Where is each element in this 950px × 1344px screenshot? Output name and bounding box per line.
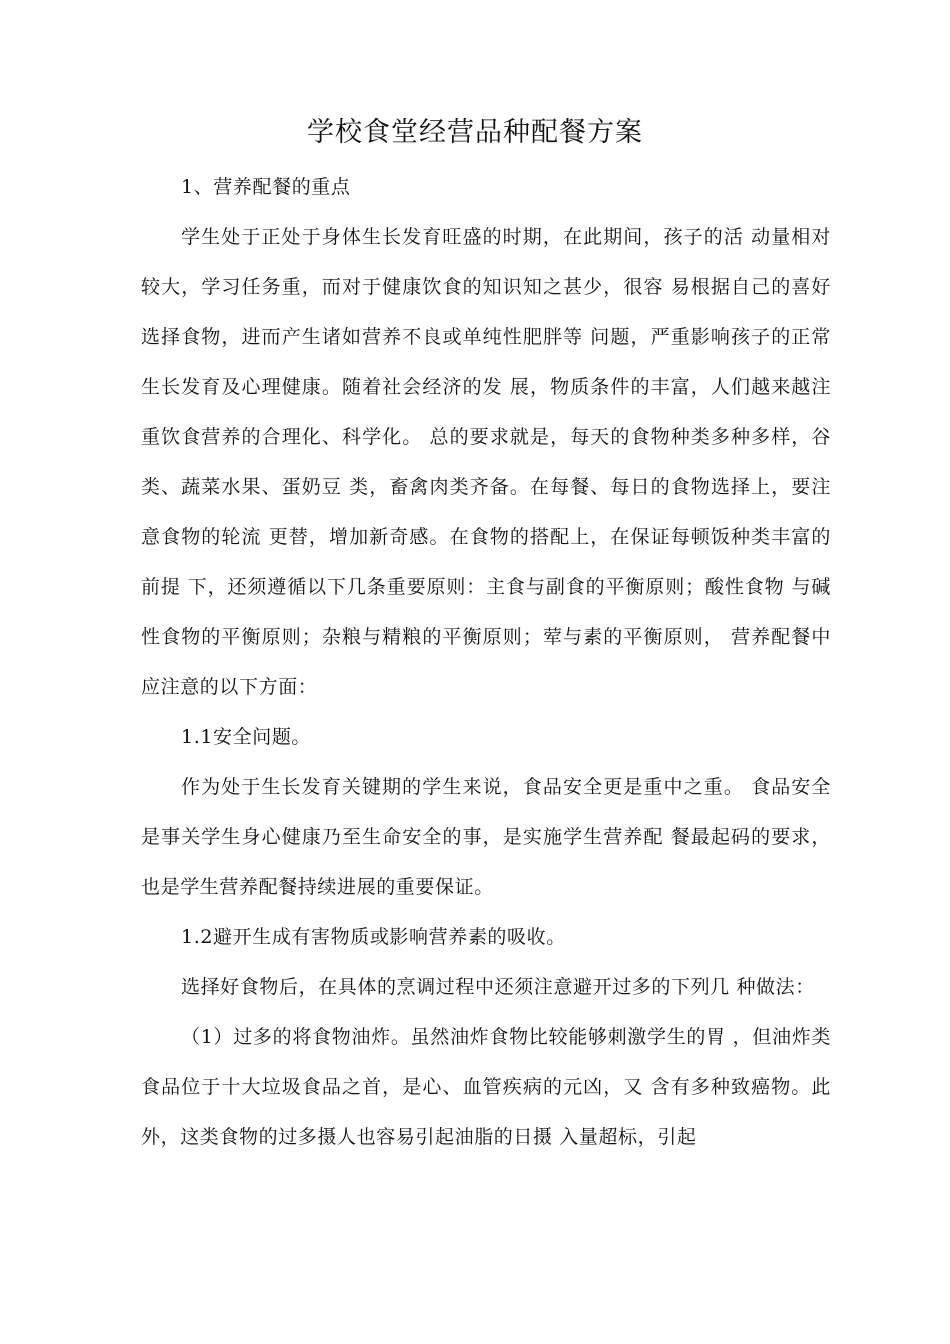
section-1-2-heading: 1.2避开生成有害物质或影响营养素的吸收。: [181, 926, 566, 948]
document-title: 学校食堂经营品种配餐方案: [307, 117, 643, 148]
section-1-2-paragraph: 选择好食物后，在具体的烹调过程中还须注意避开过多的下列几 种做法：: [181, 976, 815, 998]
section-1-1-paragraph: 作为处于生长发育关键期的学生来说，食品安全更是重中之重。 食品安全是事关学生身心健康乃至生命安全的事，是实施学生营养配 餐最起码的要求，也是学生营养配餐持续进展的重要保证。: [141, 776, 831, 898]
item-1-paragraph: （1）过多的将食物油炸。虽然油炸食物比较能够刺激学生的胃 ，但油炸类食品位于十大垃圾食品之首，是心、血管疾病的元凶，又 含有多种致癌物。此外，这类食物的过多摄人也容易引起油脂的日摄 入量超标，引起: [141, 1026, 831, 1148]
document-body: [141, 162, 831, 1162]
section-1-paragraph: 学生处于正处于身体生长发育旺盛的时期，在此期间，孩子的活 动量相对较大，学习任务重，而对于健康饮食的知识知之甚少，很容 易根据自己的喜好选择食物，进而产生诸如营养不良或单纯性肥胖等 问题，严重影响孩子的正常生长发育及心理健康。随着社会经济的发 展，物质条件的丰富，人们越来越注重饮食营养的合理化、科学化。 总的要求就是，每天的食物种类多种多样，谷类、蔬菜水果、蛋奶豆 类，畜禽肉类齐备。在每餐、每日的食物选择上，要注意食物的轮流 更替，增加新奇感。在食物的搭配上，在保证每顿饭种类丰富的前提 下，还须遵循以下几条重要原则：主食与副食的平衡原则；酸性食物 与碱性食物的平衡原则；杂粮与精粮的平衡原则；荤与素的平衡原则， 营养配餐中应注意的以下方面：: [141, 226, 831, 698]
section-1-1-heading: 1.1安全问题。: [181, 726, 312, 748]
section-1-heading: 1、营养配餐的重点: [181, 176, 351, 198]
